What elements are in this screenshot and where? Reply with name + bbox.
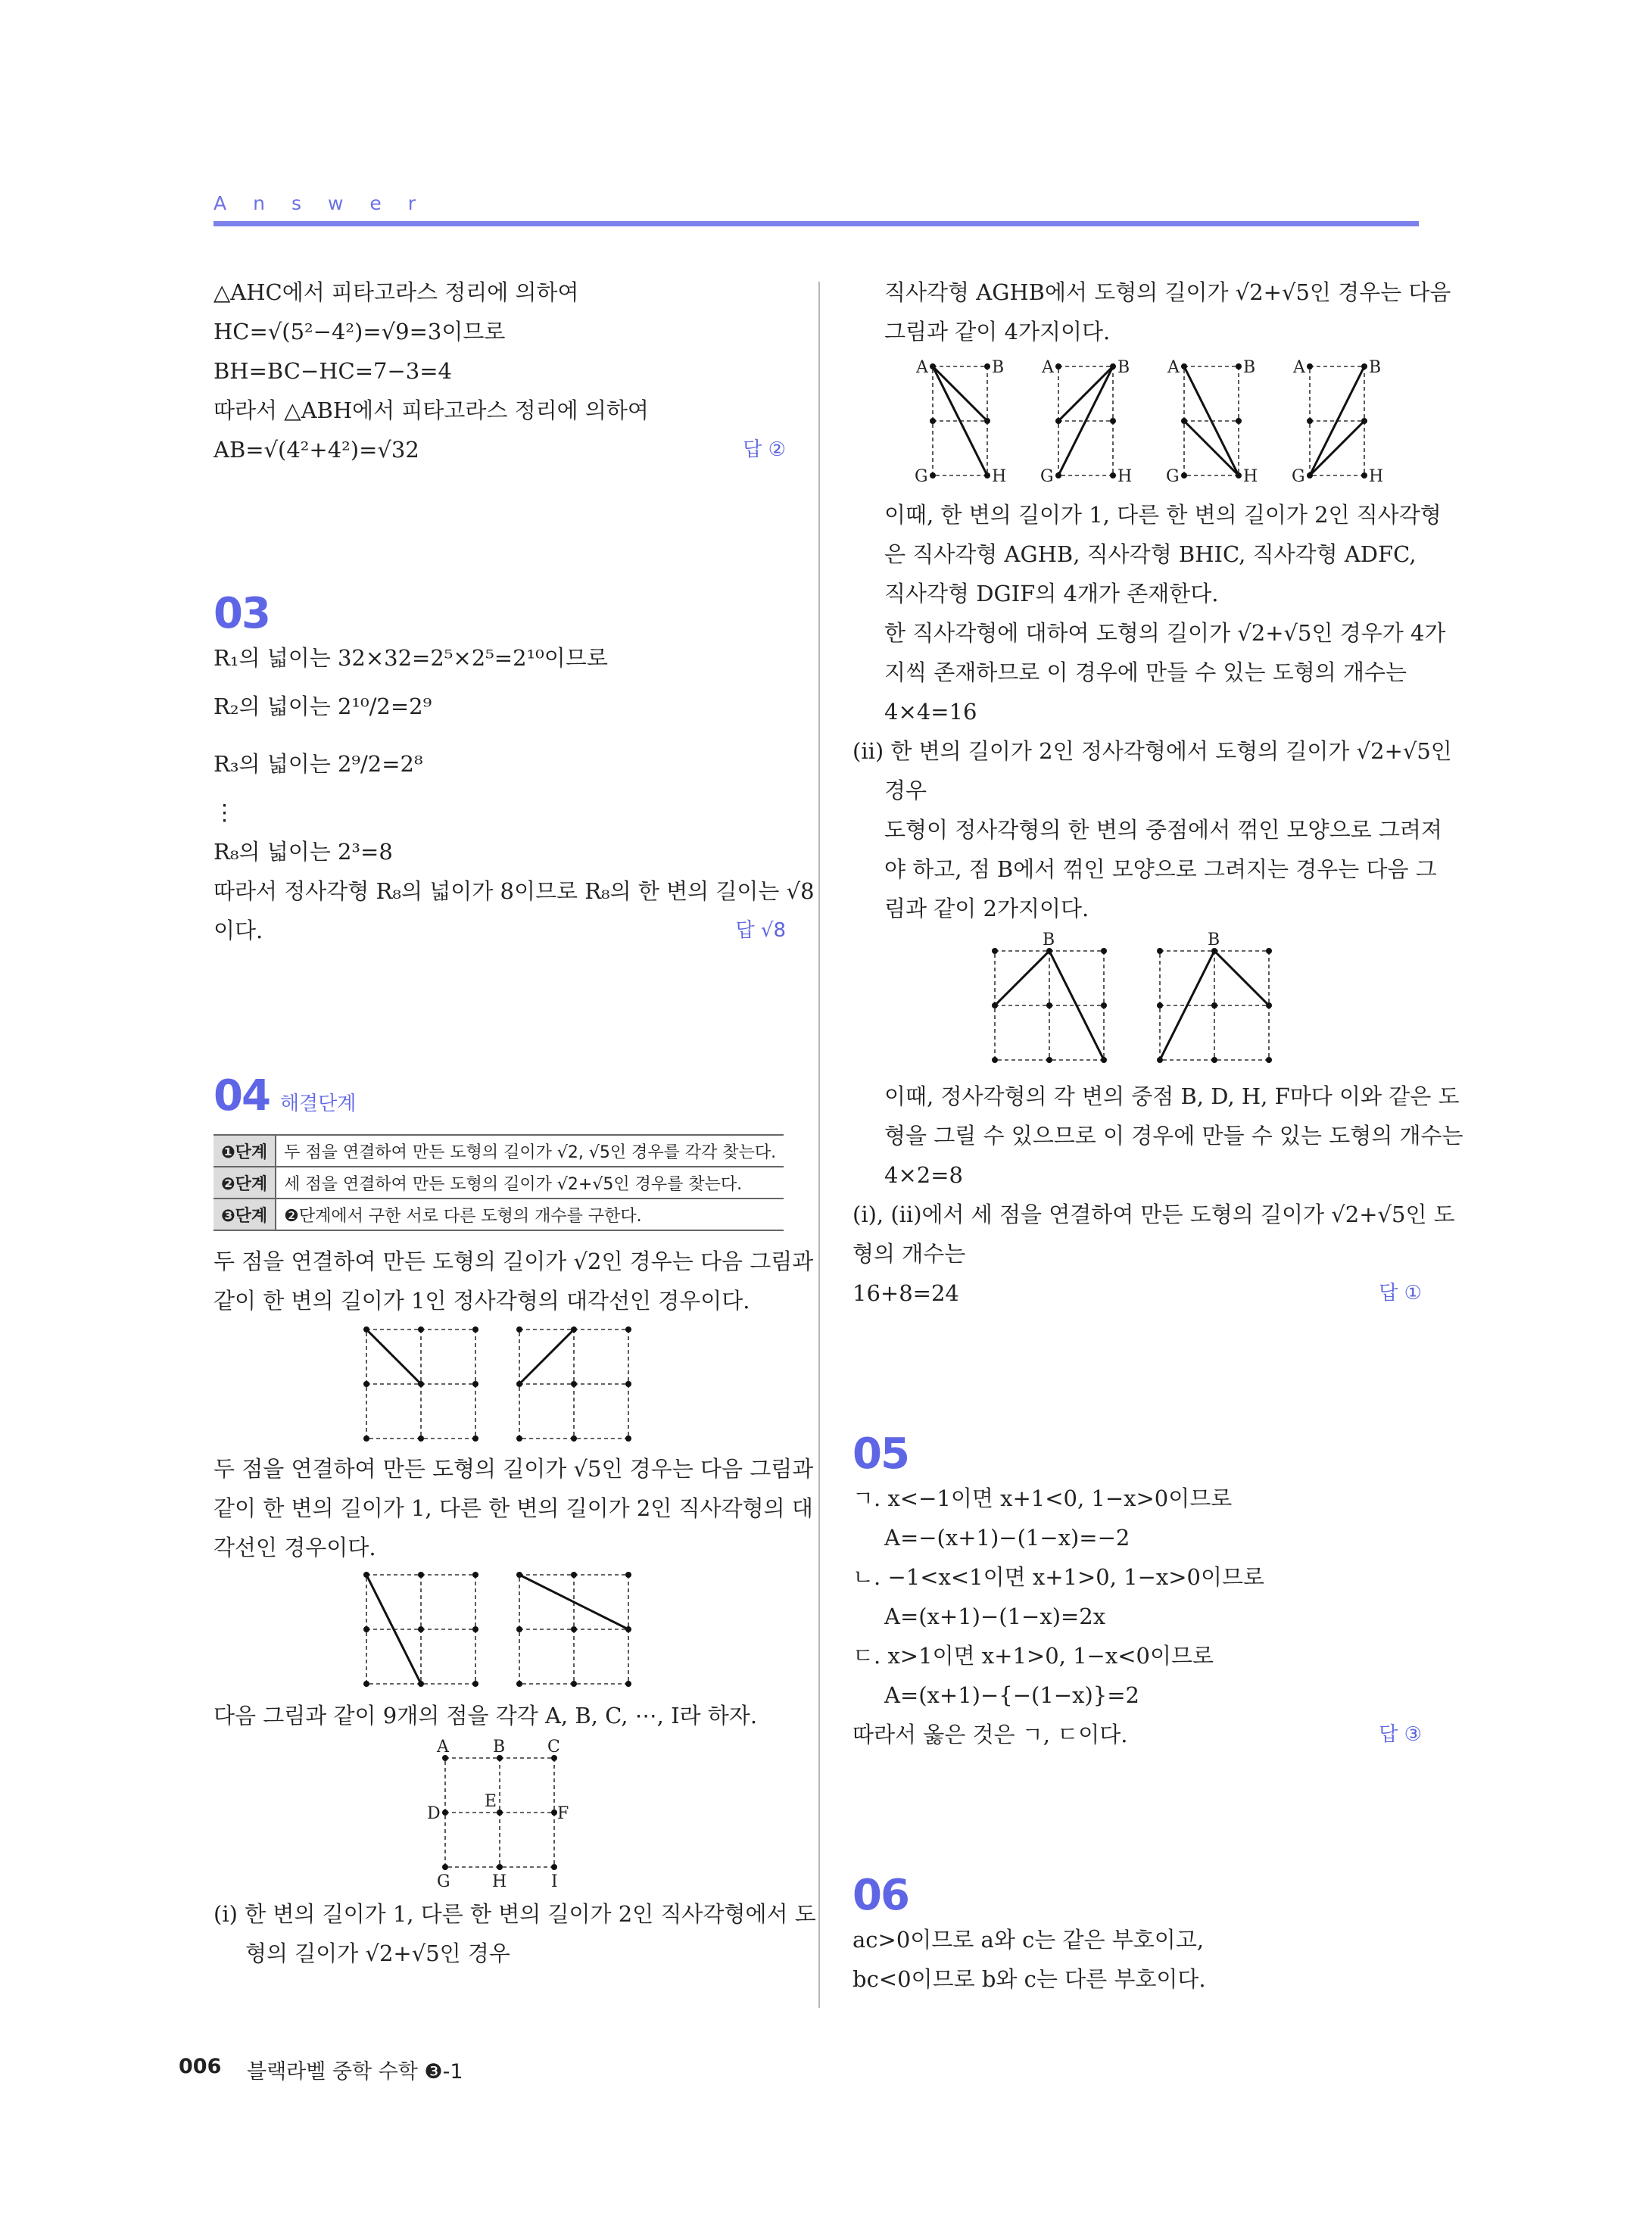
r-p2-line-6: 4×4=16 xyxy=(884,699,977,725)
grid-dot xyxy=(1361,363,1367,369)
grid-dot xyxy=(1361,418,1367,424)
rect-case-label: B xyxy=(992,358,1005,377)
q06-line-2: bc<0이므로 b와 c는 다른 부호이다. xyxy=(852,1966,1206,1992)
rect-case-label: A xyxy=(1167,358,1180,377)
rect-case-label: H xyxy=(1117,467,1133,486)
grid-dot xyxy=(1236,363,1242,369)
step-label: ❷단계 xyxy=(214,1167,276,1199)
rect-case-label: H xyxy=(1243,467,1258,486)
grid-label-e: E xyxy=(485,1792,497,1811)
rect-case-segment xyxy=(1310,421,1364,475)
q05-line-5: ㄷ. x>1이면 x+1>0, 1−x<0이므로 xyxy=(852,1643,1214,1669)
q04-p2-line-3: 각선인 경우이다. xyxy=(214,1535,376,1560)
intro-line-1: △AHC에서 피타고라스 정리에 의하여 xyxy=(214,279,579,305)
r-p4-line-2: 형의 개수는 xyxy=(852,1241,966,1267)
step-desc: ❷단계에서 구한 서로 다른 도형의 개수를 구한다. xyxy=(276,1199,784,1230)
r-p2-line-1: 이때, 한 변의 길이가 1, 다른 한 변의 길이가 2인 직사각형 xyxy=(884,502,1442,528)
grid-dot xyxy=(1307,363,1313,369)
nine-point-grid xyxy=(214,1735,786,1894)
intro-line-5 xyxy=(214,430,786,469)
rect-case-label: A xyxy=(1293,358,1305,377)
answer-header: Answer xyxy=(214,192,443,214)
grid-dot xyxy=(1181,472,1187,478)
grid-dot xyxy=(984,418,990,424)
left-column xyxy=(214,273,816,1973)
case1-line-1: (ⅰ) 한 변의 길이가 1, 다른 한 변의 길이가 2인 직사각형에서 도 xyxy=(214,1901,816,1927)
step-label: ❶단계 xyxy=(214,1135,276,1167)
q05-line-6: A=(x+1)−{−(1−x)}=2 xyxy=(884,1682,1139,1708)
step-desc: 두 점을 연결하여 만든 도형의 길이가 √2, √5인 경우를 각각 찾는다. xyxy=(276,1135,784,1167)
right-column xyxy=(852,273,1463,1999)
sqrt2-figure xyxy=(214,1320,786,1449)
page-number: 006 xyxy=(179,2055,222,2078)
grid-dot xyxy=(1181,418,1187,424)
grid-dot xyxy=(1110,363,1116,369)
intro-line-3: BH=BC−HC=7−3=4 xyxy=(214,358,452,384)
q04-number: 04 xyxy=(214,1071,270,1121)
case2-line-2: 경우 xyxy=(884,778,927,803)
q03-answer: 답 √8 xyxy=(735,919,786,942)
rect-case-label: A xyxy=(1042,358,1054,377)
case2-line-5: 림과 같이 2가지이다. xyxy=(884,896,1089,921)
sqrt5-figure xyxy=(214,1567,786,1696)
grid-dot xyxy=(930,363,936,369)
grid-label-f: F xyxy=(557,1804,569,1823)
grid-dot xyxy=(1361,472,1367,478)
r-p1-line-2: 그림과 같이 4가지이다. xyxy=(884,319,1111,344)
q04-p3: 다음 그림과 같이 9개의 점을 각각 A, B, C, ⋯, I라 하자. xyxy=(214,1703,758,1728)
step-row xyxy=(214,1199,784,1230)
q03-line-6: 따라서 정사각형 R₈의 넓이가 8이므로 R₈의 한 변의 길이는 √8 xyxy=(214,878,815,904)
square-b-label-2: B xyxy=(1208,930,1220,949)
r-p3-line-1: 이때, 정사각형의 각 변의 중점 B, D, H, F마다 이와 같은 도 xyxy=(884,1083,1460,1109)
grid-label-h: H xyxy=(492,1872,507,1891)
rect-case-label: H xyxy=(992,467,1007,486)
grid-dot xyxy=(1236,418,1242,424)
question-06-number: 06 xyxy=(852,1871,909,1920)
rect-case-segment xyxy=(1184,421,1239,475)
question-04-number xyxy=(214,1071,786,1121)
r-p1-line-1: 직사각형 AGHB에서 도형의 길이가 √2+√5인 경우는 다음 xyxy=(884,279,1451,305)
rect-case-segment xyxy=(933,366,987,421)
q04-p1-line-1: 두 점을 연결하여 만든 도형의 길이가 √2인 경우는 다음 그림과 xyxy=(214,1248,814,1274)
r-p3-line-2: 형을 그릴 수 있으므로 이 경우에 만들 수 있는 도형의 개수는 xyxy=(884,1123,1463,1149)
rect-case-label: A xyxy=(916,358,928,377)
step-table xyxy=(214,1134,784,1231)
r-p4-line-1: (ⅰ), (ⅱ)에서 세 점을 연결하여 만든 도형의 길이가 √2+√5인 도 xyxy=(852,1202,1455,1227)
grid-dot xyxy=(1055,363,1061,369)
q05-answer: 답 ③ xyxy=(1379,1723,1422,1746)
grid-dot xyxy=(1307,418,1313,424)
rect-case-label: B xyxy=(1243,358,1256,377)
grid-dot xyxy=(1055,472,1061,478)
q04-p2-line-1: 두 점을 연결하여 만든 도형의 길이가 √5인 경우는 다음 그림과 xyxy=(214,1456,814,1482)
square-b-figure xyxy=(852,928,1422,1077)
q03-line-2: R₂의 넓이는 2¹⁰/2=2⁹ xyxy=(214,694,432,719)
q03-line-5: R₈의 넓이는 2³=8 xyxy=(214,839,393,865)
question-03-number: 03 xyxy=(214,589,270,638)
q05-line-1: ㄱ. x<−1이면 x+1<0, 1−x>0이므로 xyxy=(852,1485,1233,1511)
rect-case-label: B xyxy=(1117,358,1130,377)
grid-dot xyxy=(984,472,990,478)
rect-case-segment xyxy=(1058,366,1113,421)
step-row xyxy=(214,1167,784,1199)
step-row xyxy=(214,1135,784,1167)
grid-label-a: A xyxy=(437,1738,449,1757)
r-p2-line-5: 지씩 존재하므로 이 경우에 만들 수 있는 도형의 개수는 xyxy=(884,659,1407,685)
grid-dot xyxy=(1236,472,1242,478)
grid-dot xyxy=(1110,418,1116,424)
grid-label-c: C xyxy=(547,1738,560,1757)
step-label: ❸단계 xyxy=(214,1199,276,1230)
case1-line-2: 형의 길이가 √2+√5인 경우 xyxy=(245,1940,510,1966)
grid-dot xyxy=(1055,418,1061,424)
rect-case-group xyxy=(915,358,1383,486)
intro-answer: 답 ② xyxy=(743,438,786,461)
rect-case-label: G xyxy=(1166,467,1180,486)
rect-case-label: H xyxy=(1369,467,1384,486)
case2-line-4: 야 하고, 점 B에서 꺾인 모양으로 그려지는 경우는 다음 그 xyxy=(884,856,1437,882)
q04-p1-line-2: 같이 한 변의 길이가 1인 정사각형의 대각선인 경우이다. xyxy=(214,1288,750,1314)
rect-case-label: G xyxy=(1040,467,1054,486)
grid-label-i: I xyxy=(551,1872,558,1891)
case2-line-3: 도형이 정사각형의 한 변의 중점에서 꺾인 모양으로 그려져 xyxy=(884,817,1442,843)
header-rule xyxy=(214,221,1419,226)
grid-label-b: B xyxy=(493,1738,506,1757)
rect-case-label: G xyxy=(915,467,928,486)
intro-line-4: 따라서 △ABH에서 피타고라스 정리에 의하여 xyxy=(214,397,649,423)
rect-case-label: G xyxy=(1292,467,1305,486)
book-title: 블랙라벨 중학 수학 ❸-1 xyxy=(247,2060,463,2084)
grid-dot xyxy=(1181,363,1187,369)
r-p4-line-3 xyxy=(852,1273,1422,1313)
grid-dot xyxy=(1307,472,1313,478)
r-p2-line-4: 한 직사각형에 대하여 도형의 길이가 √2+√5인 경우가 4가 xyxy=(884,620,1446,646)
q05-line-3: ㄴ. −1<x<1이면 x+1>0, 1−x>0이므로 xyxy=(852,1564,1265,1590)
q05-line-7 xyxy=(852,1715,1422,1754)
r-p3-line-3: 4×2=8 xyxy=(884,1162,963,1188)
r-p2-line-2: 은 직사각형 AGHB, 직사각형 BHIC, 직사각형 ADFC, xyxy=(884,541,1417,567)
q06-line-1: ac>0이므로 a와 c는 같은 부호이고, xyxy=(852,1927,1205,1953)
q03-line-1: R₁의 넓이는 32×32=2⁵×2⁵=2¹⁰이므로 xyxy=(214,645,608,671)
rect-case-label: B xyxy=(1369,358,1382,377)
intro-line-2: HC=√(5²−4²)=√9=3이므로 xyxy=(214,319,506,344)
question-05-number: 05 xyxy=(852,1429,909,1479)
q05-line-2: A=−(x+1)−(1−x)=−2 xyxy=(884,1525,1130,1551)
grid-label-g: G xyxy=(437,1872,450,1891)
column-divider xyxy=(818,282,820,2008)
square-b-label-1: B xyxy=(1043,930,1055,949)
r-p2-line-3: 직사각형 DGIF의 4개가 존재한다. xyxy=(884,581,1219,606)
case2-line-1: (ⅱ) 한 변의 길이가 2인 정사각형에서 도형의 길이가 √2+√5인 xyxy=(852,738,1452,764)
rect-cases-figure xyxy=(852,351,1422,495)
q05-line-4: A=(x+1)−(1−x)=2x xyxy=(884,1604,1106,1629)
q03-line-3: R₃의 넓이는 2⁹/2=2⁸ xyxy=(214,751,423,777)
grid-dot xyxy=(984,363,990,369)
q03-line-4: ⋮ xyxy=(214,800,235,825)
q03-line-7-text: 이다. xyxy=(214,918,263,943)
step-desc: 세 점을 연결하여 만든 도형의 길이가 √2+√5인 경우를 찾는다. xyxy=(276,1167,784,1199)
grid-dot xyxy=(930,418,936,424)
r-p4-answer: 답 ① xyxy=(1379,1282,1422,1305)
q05-conclusion: 따라서 옳은 것은 ㄱ, ㄷ이다. xyxy=(852,1722,1128,1747)
q03-line-7 xyxy=(214,911,786,950)
grid-dot xyxy=(1110,472,1116,478)
grid-dot xyxy=(930,472,936,478)
intro-equation: AB=√(4²+4²)=√32 xyxy=(214,437,419,463)
q04-subtitle: 해결단계 xyxy=(279,1093,357,1115)
q04-p2-line-2: 같이 한 변의 길이가 1, 다른 한 변의 길이가 2인 직사각형의 대 xyxy=(214,1495,813,1521)
grid-label-d: D xyxy=(427,1804,441,1823)
r-p4-equation: 16+8=24 xyxy=(852,1280,959,1306)
